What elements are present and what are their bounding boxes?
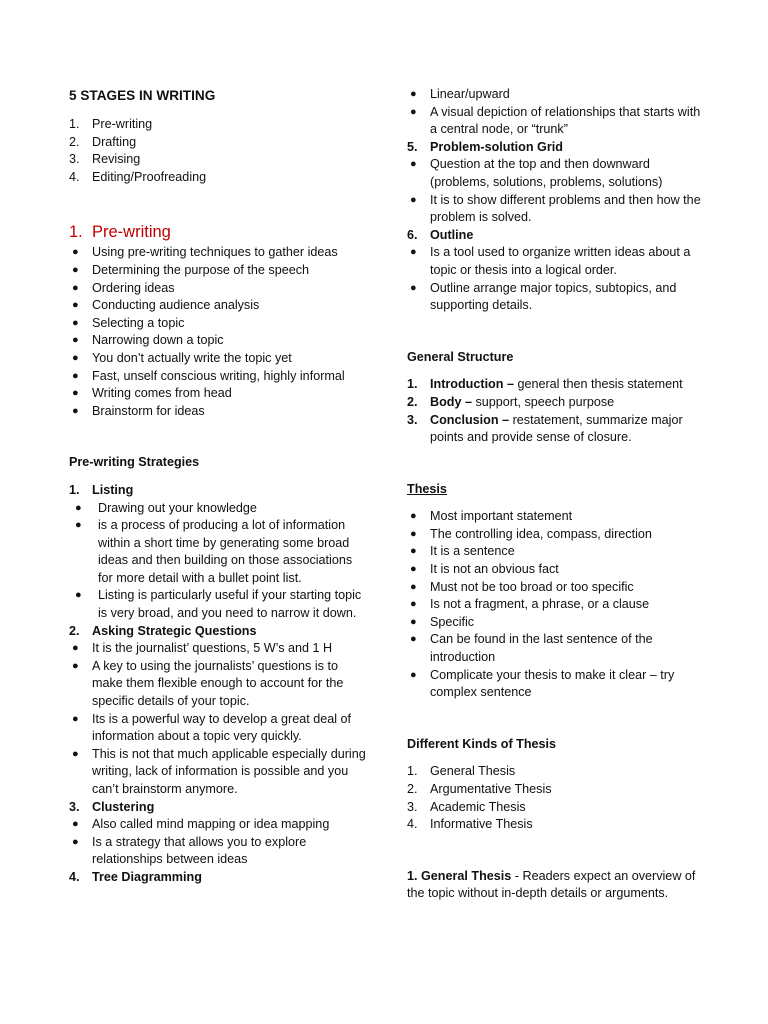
clustering-bullets bbox=[69, 816, 369, 869]
bullet-icon: ● bbox=[410, 668, 417, 681]
bullet-icon: ● bbox=[410, 88, 417, 100]
general-thesis-paragraph: 1. General Thesis - Readers expect an overview of the topic without in-depth details or arguments. bbox=[407, 868, 696, 901]
prewriting-bullets bbox=[69, 244, 369, 420]
thesis-bullets bbox=[407, 508, 707, 702]
list-item: ● Ordering ideas bbox=[69, 280, 369, 298]
list-item: ● It is the journalist’ questions, 5 W’s and 1 H bbox=[69, 640, 369, 658]
bullet-icon: ● bbox=[75, 519, 82, 532]
listing-bullets bbox=[69, 500, 369, 623]
bullet-icon: ● bbox=[410, 633, 417, 646]
list-item: ● Selecting a topic bbox=[69, 315, 369, 333]
list-item: ● A key to using the journalists’ questions is to make them flexible enough to account for the specific details of your topic. bbox=[72, 658, 344, 709]
list-item: ● This is not that much applicable especially during writing, lack of information is possible and you can’t brainstorm anymore. bbox=[72, 746, 366, 796]
bullet-icon: ● bbox=[72, 818, 79, 831]
list-item: 1. Listing bbox=[69, 482, 134, 497]
bullet-icon: ● bbox=[410, 563, 417, 576]
bullet-icon: ● bbox=[72, 316, 79, 329]
list-item: 2. Body – support, speech purpose bbox=[407, 394, 615, 409]
list-item: 3. Academic Thesis bbox=[407, 799, 526, 814]
bullet-icon: ● bbox=[410, 580, 417, 593]
strategy-outline bbox=[407, 227, 707, 245]
bullet-icon: ● bbox=[75, 501, 82, 514]
strategy-tree bbox=[69, 869, 369, 887]
list-item: ● Complicate your thesis to make it clear – try complex sentence bbox=[410, 667, 675, 700]
list-item: ● Brainstorm for ideas bbox=[69, 403, 369, 421]
bullet-icon: ● bbox=[72, 246, 79, 259]
strategy-problem-solution bbox=[407, 139, 707, 157]
list-item: ● Is not a fragment, a phrase, or a clause bbox=[407, 596, 707, 614]
list-item: ● Must not be too broad or too specific bbox=[407, 579, 707, 597]
bullet-icon: ● bbox=[72, 387, 79, 400]
outline-bullets bbox=[407, 244, 707, 314]
bullet-icon: ● bbox=[410, 281, 417, 294]
list-item: ● Is a tool used to organize written ideas about a topic or thesis into a logical order. bbox=[410, 245, 691, 277]
tree-bullets bbox=[407, 86, 707, 139]
list-item: ● You don’t actually write the topic yet bbox=[69, 350, 369, 368]
bullet-icon: ● bbox=[410, 598, 417, 611]
bullet-icon: ● bbox=[72, 712, 79, 725]
asking-bullets bbox=[69, 640, 369, 798]
list-item: 1. General Thesis bbox=[407, 764, 516, 779]
left-column bbox=[69, 86, 369, 887]
bullet-icon: ● bbox=[72, 351, 79, 364]
thesis-heading: Thesis bbox=[407, 481, 447, 496]
bullet-icon: ● bbox=[410, 158, 417, 171]
list-item: ● Determining the purpose of the speech bbox=[69, 262, 369, 280]
list-item: 3. Clustering bbox=[69, 799, 155, 814]
structure-list bbox=[407, 376, 707, 446]
stages-list bbox=[69, 116, 369, 186]
list-item: 2. Argumentative Thesis bbox=[407, 782, 552, 796]
list-item: ● Can be found in the last sentence of the introduction bbox=[410, 632, 653, 665]
list-item: ● Drawing out your knowledge bbox=[69, 500, 369, 518]
bullet-icon: ● bbox=[72, 263, 79, 276]
bullet-icon: ● bbox=[410, 246, 417, 259]
structure-heading: General Structure bbox=[407, 349, 514, 364]
strategies-heading: Pre-writing Strategies bbox=[69, 455, 200, 470]
list-item: 1. Pre-writing bbox=[69, 117, 153, 131]
bullet-icon: ● bbox=[72, 299, 79, 312]
prewriting-heading: 1. Pre-writing bbox=[69, 223, 171, 242]
bullet-icon: ● bbox=[410, 105, 417, 118]
list-item: 2. Asking Strategic Questions bbox=[69, 623, 257, 638]
list-item: ● It is to show different problems and then how the problem is solved. bbox=[410, 192, 701, 225]
list-item: 1. Introduction – general then thesis statement bbox=[407, 377, 683, 392]
bullet-icon: ● bbox=[410, 615, 417, 628]
list-item: ● It is a sentence bbox=[407, 543, 707, 561]
list-item: ● Writing comes from head bbox=[69, 385, 369, 403]
list-item: 4. Informative Thesis bbox=[407, 817, 533, 832]
list-item: ● Outline arrange major topics, subtopics, and supporting details. bbox=[410, 280, 677, 313]
list-item: ● Its is a powerful way to develop a great deal of information about a topic very quickly. bbox=[72, 711, 352, 744]
list-item: ● Most important statement bbox=[407, 508, 707, 526]
bullet-icon: ● bbox=[72, 281, 79, 294]
list-item: 3. Revising bbox=[69, 152, 141, 167]
bullet-icon: ● bbox=[75, 589, 82, 602]
strategy-listing bbox=[69, 482, 369, 500]
list-item: ● Fast, unself conscious writing, highly informal bbox=[69, 368, 369, 386]
list-item: ● Specific bbox=[407, 614, 707, 632]
list-item: ● Is a strategy that allows you to explore relationships between ideas bbox=[72, 834, 307, 867]
list-item: ● The controlling idea, compass, direction bbox=[407, 526, 707, 544]
bullet-icon: ● bbox=[72, 404, 79, 417]
list-item: ● A visual depiction of relationships that starts with a central node, or “trunk” bbox=[410, 104, 701, 137]
bullet-icon: ● bbox=[72, 659, 79, 672]
list-item: 6. Outline bbox=[407, 227, 474, 242]
bullet-icon: ● bbox=[410, 193, 417, 206]
list-item: ● Question at the top and then downward (problems, solutions, problems, solutions) bbox=[410, 157, 663, 189]
list-item: ● Listing is particularly useful if your starting topic is very broad, and you need to narrow it down. bbox=[75, 588, 362, 621]
list-item: 5. Problem-solution Grid bbox=[407, 139, 563, 154]
bullet-icon: ● bbox=[72, 334, 79, 347]
list-item: ● is a process of producing a lot of information within a short time by generating some broad ideas and then building on those associations for more detail with a bullet point list. bbox=[75, 518, 353, 585]
bullet-icon: ● bbox=[410, 545, 417, 558]
list-item: 4. Editing/Proofreading bbox=[69, 169, 207, 184]
kinds-heading: Different Kinds of Thesis bbox=[407, 736, 557, 751]
list-item: 3. Conclusion – restatement, summarize major points and provide sense of closure. bbox=[407, 412, 683, 445]
kinds-list bbox=[407, 763, 707, 833]
list-item: ● Conducting audience analysis bbox=[69, 297, 369, 315]
right-column bbox=[407, 86, 707, 903]
strategy-asking bbox=[69, 623, 369, 641]
bullet-icon: ● bbox=[72, 369, 79, 382]
document-title: 5 STAGES IN WRITING bbox=[69, 88, 216, 103]
bullet-icon: ● bbox=[72, 642, 79, 655]
bullet-icon: ● bbox=[410, 527, 417, 540]
bullet-icon: ● bbox=[72, 747, 79, 760]
list-item: ● It is not an obvious fact bbox=[407, 561, 707, 579]
list-item: ● Using pre-writing techniques to gather ideas bbox=[69, 244, 369, 262]
problem-bullets bbox=[407, 156, 707, 226]
strategy-clustering bbox=[69, 799, 369, 817]
list-item: ● Also called mind mapping or idea mapping bbox=[69, 816, 369, 834]
list-item: ● Narrowing down a topic bbox=[69, 332, 369, 350]
bullet-icon: ● bbox=[72, 835, 79, 848]
list-item: 4. Tree Diagramming bbox=[69, 869, 202, 884]
list-item: 2. Drafting bbox=[69, 134, 137, 149]
bullet-icon: ● bbox=[410, 510, 417, 523]
list-item: ● Linear/upward bbox=[407, 86, 707, 104]
